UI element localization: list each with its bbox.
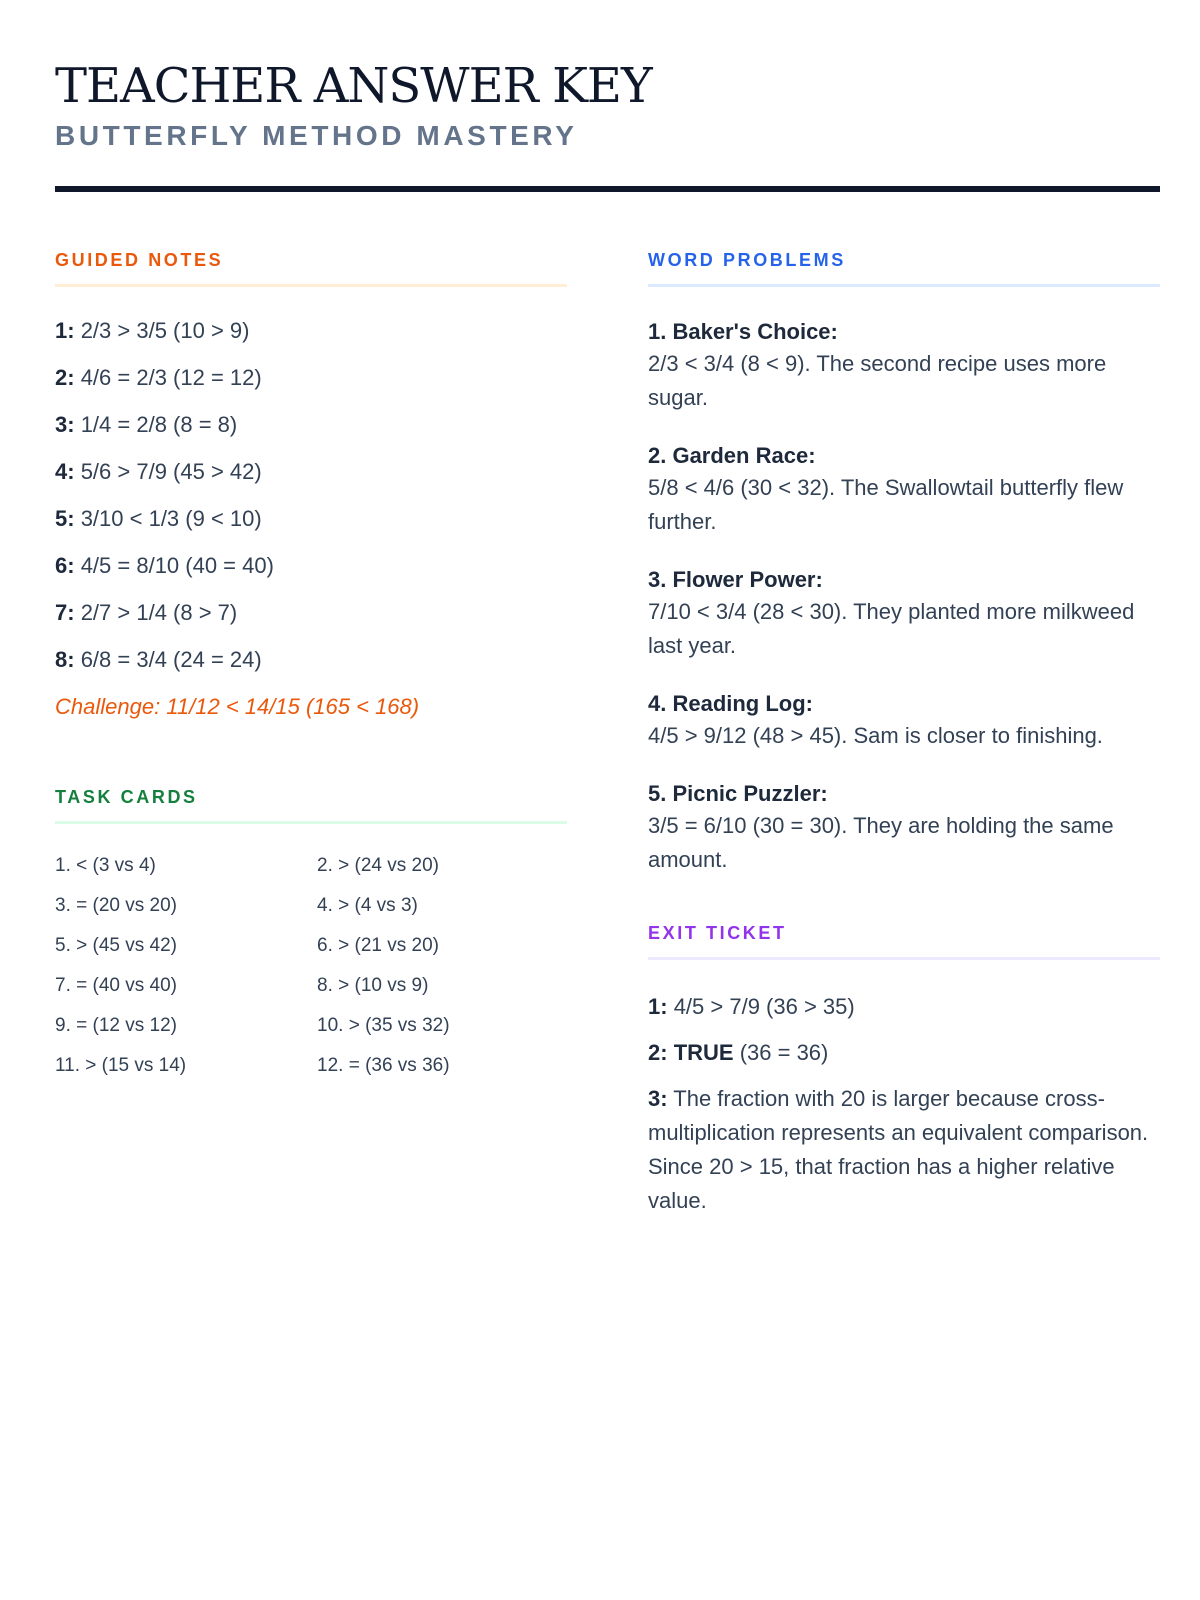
- guided-note-item: [55, 317, 567, 364]
- page-title: TEACHER ANSWER KEY: [55, 58, 652, 114]
- item-number: 2:: [55, 365, 75, 390]
- task-card-answer: 5. > (45 vs 42): [55, 935, 177, 956]
- task-cards-heading: TASK CARDS: [55, 787, 198, 807]
- exit-ticket-item: [648, 990, 1160, 1024]
- challenge-answer: Challenge: 11/12 < 14/15 (165 < 168): [55, 694, 420, 719]
- task-cards-section: [55, 787, 567, 1094]
- guided-note-item: [55, 552, 567, 599]
- guided-notes-section: [55, 250, 567, 721]
- item-answer: (36 = 36): [739, 1040, 829, 1065]
- page-subtitle: BUTTERFLY METHOD MASTERY: [55, 120, 578, 151]
- task-card-answer: 3. = (20 vs 20): [55, 895, 177, 916]
- exit-ticket-heading: EXIT TICKET: [648, 923, 787, 943]
- item-answer: 6/8 = 3/4 (24 = 24): [80, 647, 262, 672]
- item-number: 1:: [55, 318, 75, 343]
- task-cards-divider: [55, 821, 567, 824]
- guided-note-item: [55, 458, 567, 505]
- item-number: 6:: [55, 553, 75, 578]
- word-problem-title: 5. Picnic Puzzler:: [648, 781, 828, 806]
- item-number: 1:: [648, 994, 668, 1019]
- guided-note-item: [55, 411, 567, 458]
- guided-note-item: [55, 505, 567, 552]
- word-problems-divider: [648, 284, 1160, 287]
- item-answer: 3/10 < 1/3 (9 < 10): [80, 506, 262, 531]
- word-problem-answer: 3/5 = 6/10 (30 = 30). They are holding the same amount.: [648, 813, 1114, 872]
- task-card-answer: 1. < (3 vs 4): [55, 855, 156, 876]
- word-problem-item: [648, 689, 1160, 753]
- word-problem-title: 3. Flower Power:: [648, 567, 823, 592]
- task-card-answer: 11. > (15 vs 14): [55, 1055, 187, 1076]
- task-card-answer: 12. = (36 vs 36): [317, 1055, 450, 1076]
- guided-note-item: [55, 599, 567, 646]
- word-problems-section: [648, 250, 1160, 877]
- answer-key-page: [55, 0, 1160, 1600]
- word-problem-answer: 5/8 < 4/6 (30 < 32). The Swallowtail butterfly flew further.: [648, 475, 1124, 534]
- exit-ticket-item: [648, 1036, 1160, 1070]
- word-problem-title: 1. Baker's Choice:: [648, 319, 838, 344]
- item-answer: 1/4 = 2/8 (8 = 8): [80, 412, 238, 437]
- task-card-answer: 2. > (24 vs 20): [317, 855, 439, 876]
- item-number: 4:: [55, 459, 75, 484]
- word-problem-answer: 4/5 > 9/12 (48 > 45). Sam is closer to finishing.: [648, 723, 1103, 748]
- item-answer: 4/5 = 8/10 (40 = 40): [80, 553, 274, 578]
- word-problem-title: 4. Reading Log:: [648, 691, 813, 716]
- guided-note-item: [55, 646, 567, 693]
- word-problem-answer: 7/10 < 3/4 (28 < 30). They planted more milkweed last year.: [648, 599, 1135, 658]
- exit-ticket-section: [648, 923, 1160, 1218]
- word-problem-item: [648, 779, 1160, 877]
- item-number: 7:: [55, 600, 75, 625]
- exit-ticket-divider: [648, 957, 1160, 960]
- task-card-answer: 9. = (12 vs 12): [55, 1015, 177, 1036]
- guided-notes-heading: GUIDED NOTES: [55, 250, 224, 270]
- task-card-answer: 4. > (4 vs 3): [317, 895, 418, 916]
- exit-ticket-item: [648, 1082, 1160, 1218]
- item-answer: 4/5 > 7/9 (36 > 35): [673, 994, 855, 1019]
- item-number: 8:: [55, 647, 75, 672]
- item-answer: The fraction with 20 is larger because cross-multiplication represents an equivalent comparison. Since 20 > 15, that fraction has a higher relative value.: [648, 1086, 1149, 1213]
- task-card-answer: 8. > (10 vs 9): [317, 975, 429, 996]
- task-card-answer: 10. > (35 vs 32): [317, 1015, 450, 1036]
- task-cards-grid: [55, 854, 567, 1094]
- guided-notes-divider: [55, 284, 567, 287]
- item-answer: 5/6 > 7/9 (45 > 42): [80, 459, 262, 484]
- right-column: [648, 250, 1160, 1230]
- word-problem-item: [648, 565, 1160, 663]
- word-problem-item: [648, 441, 1160, 539]
- item-answer: 2/7 > 1/4 (8 > 7): [80, 600, 238, 625]
- task-card-answer: 6. > (21 vs 20): [317, 935, 439, 956]
- item-number: 2:: [648, 1040, 668, 1065]
- item-answer: 4/6 = 2/3 (12 = 12): [80, 365, 262, 390]
- item-number: 3:: [55, 412, 75, 437]
- word-problem-item: [648, 317, 1160, 415]
- left-column: [55, 250, 567, 1094]
- guided-note-item: [55, 364, 567, 411]
- word-problems-heading: WORD PROBLEMS: [648, 250, 846, 270]
- header-divider: [55, 186, 1160, 192]
- word-problem-title: 2. Garden Race:: [648, 443, 816, 468]
- word-problem-answer: 2/3 < 3/4 (8 < 9). The second recipe uses more sugar.: [648, 351, 1107, 410]
- true-false-answer: TRUE: [673, 1040, 734, 1065]
- item-number: 5:: [55, 506, 75, 531]
- item-number: 3:: [648, 1086, 668, 1111]
- item-answer: 2/3 > 3/5 (10 > 9): [80, 318, 250, 343]
- task-card-answer: 7. = (40 vs 40): [55, 975, 177, 996]
